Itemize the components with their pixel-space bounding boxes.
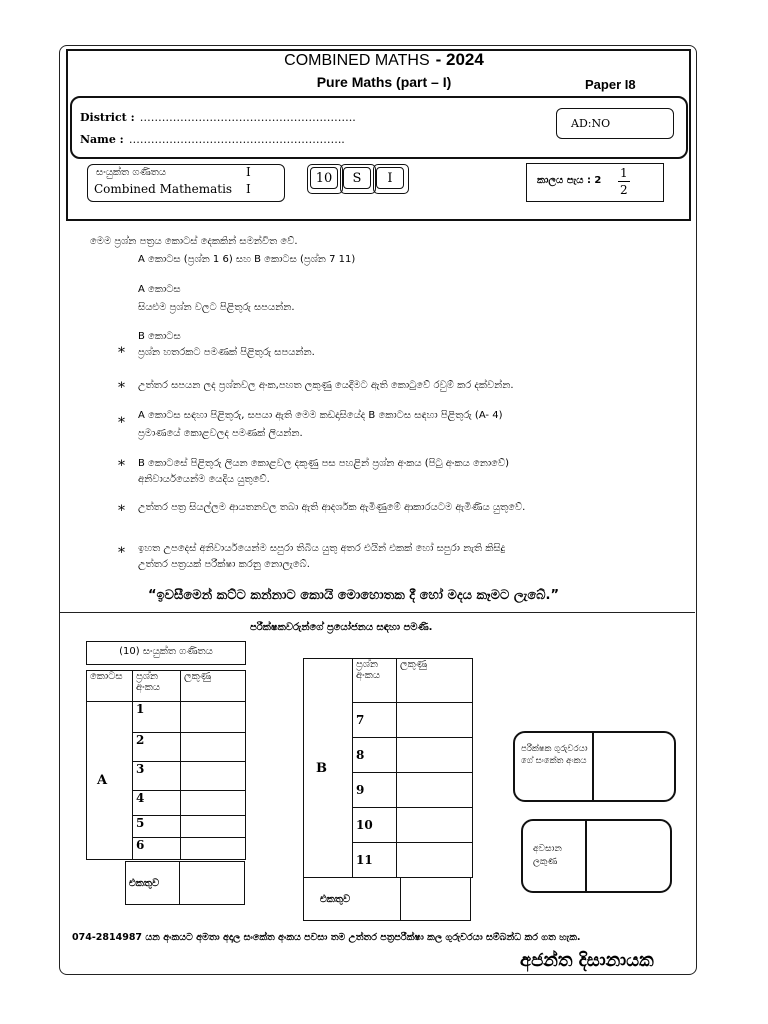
final-marks-box <box>521 819 672 893</box>
final-marks-field[interactable] <box>588 821 670 891</box>
examiner-code-field[interactable] <box>595 733 674 800</box>
code-box-1: 10 <box>310 167 338 189</box>
marks-cell[interactable] <box>397 738 473 773</box>
marks-cell[interactable] <box>181 762 246 791</box>
question-number: 8 <box>353 738 397 773</box>
part-a-text: සියළුම ප්‍රශ්න වලට පිළිතුරු සපයන්න. <box>138 302 295 313</box>
code-box-2: S <box>343 167 371 189</box>
examiner-code-label: පරීක්ෂක ගුරුවරයා ගේ සංකේත අංකය <box>521 744 588 766</box>
total-cell[interactable] <box>401 878 471 921</box>
district-row <box>80 106 356 125</box>
part-a-total-table <box>125 861 245 905</box>
page-title: COMBINED MATHS - 2024 <box>284 50 484 69</box>
col-question-header: ප්‍රශ්න අංකය <box>133 671 181 702</box>
bullet-star: * <box>118 415 125 431</box>
subject-cell: (10) සංයුක්ත ගණිතය <box>86 641 246 665</box>
instruction-intro: මෙම ප්‍රශ්න පත්‍රය කොටස් දෙකකින් සමන්විත වේ. <box>90 236 298 247</box>
phone-note: 074-2814987 යන අංකයට අමතා අදාල සංකේත අංකය පවසා තම උත්තර පත්‍රපරීක්ෂා කල ගුරුවරයා සම්බන්ධ කර ගත හැක. <box>72 932 581 943</box>
motivational-quote: “ඉවසීමෙන් කට්ට කන්නාට කොයි මොහොතක දී හෝ මදය කෑමට ලැබේ.” <box>148 588 560 603</box>
author-signature: අජන්ත දිසානායක <box>520 950 654 971</box>
col-question-header: ප්‍රශ්න අංකය <box>353 659 397 703</box>
time-label: කාලය පැය : 2 <box>537 175 602 186</box>
district-label: District : <box>80 111 135 124</box>
bullet-star: * <box>118 503 125 519</box>
instruction-6b: උත්තර පත්‍රයක් පරීක්ෂා කරනු නොලැබේ. <box>138 559 310 570</box>
instruction-4a: B කොටසේ පිළිතුරු ලියන කොළවල දකුණු පස පහළින් ප්‍රශ්න අංකය (පිටු අංකය නොවේ) <box>138 458 510 469</box>
question-number: 4 <box>133 791 181 816</box>
name-field[interactable]: ………………………………………………….. <box>128 133 345 146</box>
total-label: එකතුව <box>126 862 180 905</box>
box-divider <box>592 733 594 800</box>
bullet-star: * <box>118 345 125 361</box>
col-marks-header: ලකුණු <box>181 671 246 702</box>
marks-cell[interactable] <box>397 843 473 878</box>
marks-cell[interactable] <box>181 702 246 733</box>
col-marks-header: ලකුණු <box>397 659 473 703</box>
question-number: 2 <box>133 733 181 762</box>
marks-cell[interactable] <box>181 816 246 838</box>
part-b-text: ප්‍රශ්න හතරකට පමණක් පිළිතුරු සපයන්න. <box>138 347 315 358</box>
instruction-2: උත්තර සපයන ලද ප්‍රශ්නවල අංක,පහත ලකුණු යෙදීමට ඇති කොටුවේ රවුම් කර දක්වන්න. <box>138 380 514 391</box>
name-row <box>80 128 345 147</box>
marks-cell[interactable] <box>397 808 473 843</box>
question-number: 10 <box>353 808 397 843</box>
question-number: 1 <box>133 702 181 733</box>
subject-roman-2: I <box>246 182 251 196</box>
instruction-parts: A කොටස (ප්‍රශ්න 1 6) සහ B කොටස (ප්‍රශ්න 7 11) <box>138 254 356 265</box>
time-fraction-num: 1 <box>620 166 628 180</box>
paper-subtitle: Pure Maths (part – I) <box>316 74 452 90</box>
bullet-star: * <box>118 545 125 561</box>
col-part-header: කොටස <box>87 671 133 702</box>
bullet-star: * <box>118 380 125 396</box>
part-b-heading: B කොටස <box>138 331 181 342</box>
district-field[interactable]: ………………………………………………….. <box>139 111 356 124</box>
examiner-code-box <box>513 731 676 802</box>
question-number: 3 <box>133 762 181 791</box>
instruction-3b: ප්‍රමාණයේ කොළවලද පමණක් ලියන්න. <box>138 428 303 439</box>
part-b-label: B <box>304 659 353 878</box>
part-b-marks-table <box>303 658 473 878</box>
part-a-marks-table <box>86 670 246 860</box>
examiner-heading: පරීක්ෂකවරුන්ගේ ප්‍රයෝජනය සඳහා පමණි. <box>250 622 433 633</box>
marks-cell[interactable] <box>181 733 246 762</box>
question-number: 5 <box>133 816 181 838</box>
subject-english: Combined Mathematis <box>94 182 233 196</box>
total-cell[interactable] <box>180 862 245 905</box>
part-a-label: A <box>87 702 133 860</box>
question-number: 7 <box>353 703 397 738</box>
question-number: 11 <box>353 843 397 878</box>
marks-cell[interactable] <box>181 838 246 860</box>
fraction-bar <box>618 181 630 182</box>
question-number: 6 <box>133 838 181 860</box>
time-fraction-den: 2 <box>620 183 628 197</box>
subject-roman-1: I <box>246 165 251 179</box>
total-label: එකතුව <box>304 878 401 921</box>
year: - 2024 <box>435 50 484 69</box>
marks-cell[interactable] <box>397 703 473 738</box>
divider <box>59 612 695 613</box>
question-number: 9 <box>353 773 397 808</box>
subject-sinhala: සංයුක්ත ගණිතය <box>96 167 167 178</box>
instruction-5: උත්තර පත්‍ර සියල්ලම ආයතනවල තබා ඇති ආදර්ශක ඇමිණුමේ ආකාරයටම ඇමිණිය යුතුවේ. <box>138 502 526 513</box>
final-marks-label: අවසාන ලකුණ <box>533 844 562 867</box>
admission-number-field[interactable]: AD:NO <box>556 108 674 139</box>
bullet-star: * <box>118 458 125 474</box>
part-a-heading: A කොටස <box>138 284 181 295</box>
instruction-3a: A කොටස සඳහා පිළිතුරු, සපයා ඇති මෙම කඩදාසියේද B කොටස සඳහා පිළිතුරු (A- 4) <box>138 410 503 421</box>
marks-cell[interactable] <box>397 773 473 808</box>
marks-cell[interactable] <box>181 791 246 816</box>
paper-number: Paper I8 <box>585 77 636 92</box>
name-label: Name : <box>80 133 124 146</box>
instruction-6a: ඉහත උපදෙස් අනිවාර්යයෙන්ම සපුරා තිබිය යුතු අතර එයින් එකක් හෝ සපුරා නැති කිසිදු <box>138 543 506 554</box>
code-box-3: I <box>376 167 404 189</box>
part-b-total-table <box>303 877 471 921</box>
instruction-4b: අනිවාර්යයෙන්ම යෙදිය යුතුවේ. <box>138 474 270 485</box>
box-divider <box>585 821 587 891</box>
